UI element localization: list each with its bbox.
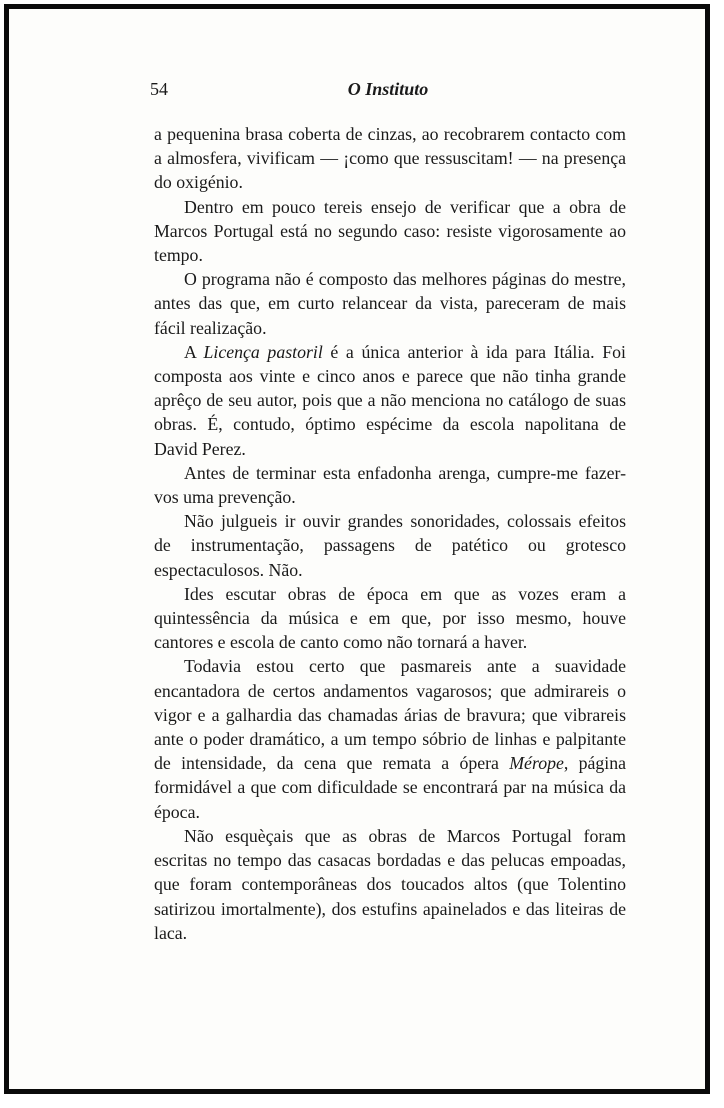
- paragraph-1: a pequenina brasa coberta de cinzas, ao recobrarem contacto com a almosfera, vivificam — ¡como que ressuscitam! — na presença do oxigénio.: [154, 124, 626, 193]
- work-title-merope: Mérope: [509, 753, 564, 774]
- body-text: [154, 122, 626, 945]
- paragraph-3: O programa não é composto das melhores páginas do mestre, antes das que, em curto relancear da vista, pareceram de mais fácil realização.: [154, 269, 626, 338]
- work-title-licenca-pastoril: Licença pastoril: [203, 341, 323, 362]
- paragraph-8: [154, 654, 626, 823]
- page-number: 54: [150, 79, 168, 99]
- paragraph-9: Não esquèçais que as obras de Marcos Portugal foram escritas no tempo das casacas bordadas e das pelucas empoadas, que foram contemporâneas dos toucados altos (que Tolentino satirizou imortalmente), dos estufins apainelados e das liteiras de laca.: [154, 825, 626, 943]
- page-header: [150, 79, 626, 103]
- paragraph-4: [154, 340, 626, 461]
- paragraph-6: Não julgueis ir ouvir grandes sonoridades, colossais efeitos de instrumentação, passagens de patético ou grotesco espectaculosos. Não.: [154, 511, 626, 580]
- paragraph-4-pre: A: [184, 341, 204, 362]
- paragraph-5: Antes de terminar esta enfadonha arenga, cumpre-me fazer-vos uma prevenção.: [154, 462, 626, 508]
- paragraph-8-post: , página formidável a que com dificuldade se encontrará par na música da época.: [154, 753, 626, 822]
- paragraph-2: Dentro em pouco tereis ensejo de verificar que a obra de Marcos Portugal está no segundo caso: resiste vigorosamente ao tempo.: [154, 196, 626, 266]
- running-title: O Instituto: [347, 79, 429, 99]
- paragraph-7: Ides escutar obras de época em que as vozes eram a quintessência da música e em que, por isso mesmo, houve cantores e escola de canto como não tornará a haver.: [154, 583, 626, 653]
- paragraph-8-pre: Todavia estou certo que pasmareis ante a suavidade encantadora de certos andamentos vagarosos; que admirareis o vigor e a galhardia das chamadas árias de bravura; que vibrareis ante o poder dramático, a um tempo sóbrio de linhas e palpitante de intensidade, da cena que remata a ópera: [154, 656, 626, 774]
- scanned-page: [4, 4, 710, 1094]
- paragraph-4-post: é a única anterior à ida para Itália. Foi composta aos vinte e cinco anos e parece que não tinha grande aprêço de seu autor, pois que a não menciona no catálogo de suas obras. É, contudo, óptimo espécime da escola napolitana de David Perez.: [154, 341, 626, 459]
